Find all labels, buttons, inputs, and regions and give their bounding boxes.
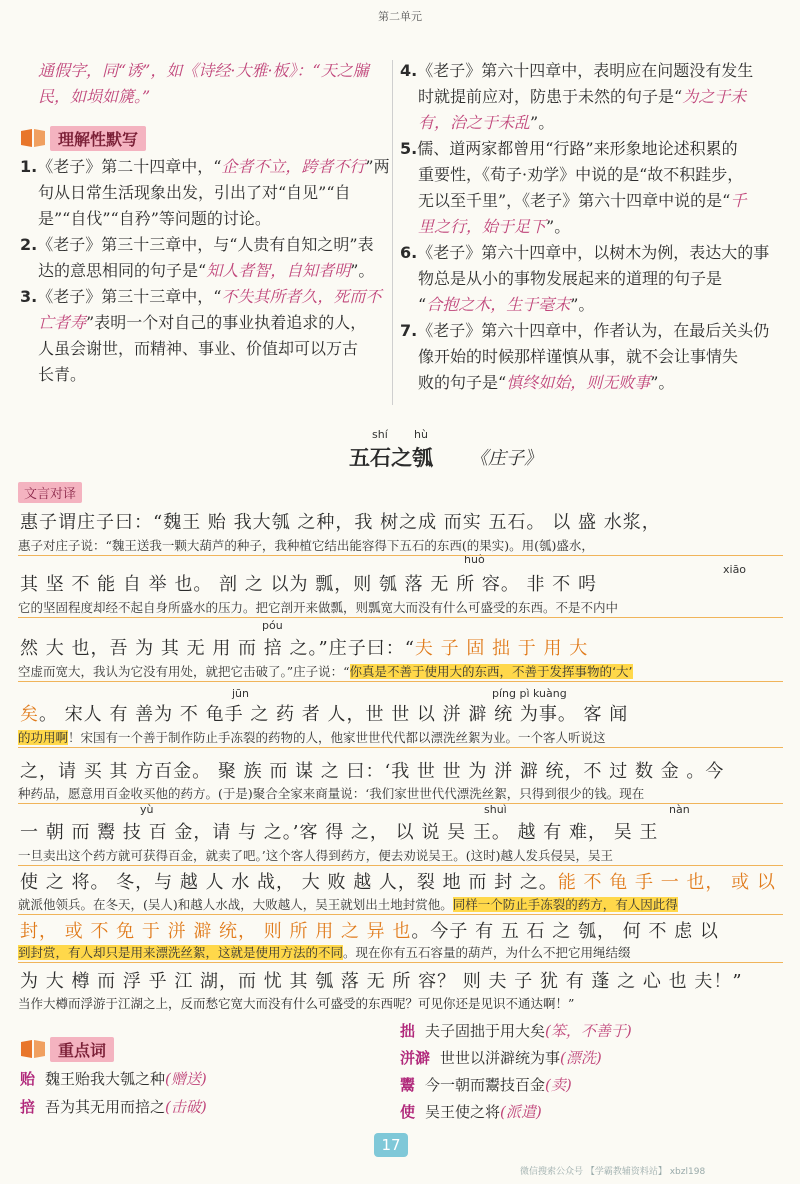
translation-line-8: 到封赏，有人却只是用来漂洗丝絮，这就是使用方法的不同。现在你有五石容量的葫芦，为什么不把它用绳结缀: [18, 943, 783, 963]
unit-header: 第二单元: [378, 10, 422, 23]
keyword-item: 掊 吾为其无用而掊之(击破): [20, 1098, 207, 1116]
book-icon: [20, 1039, 46, 1059]
translation-line-3: 空虚而宽大，我认为它没有用处，就把它击破了。”庄子说：“你真是不善于使用大的东西，不善于发挥事物的‘大’: [18, 662, 783, 682]
understanding-section-title: 理解性默写: [20, 126, 146, 150]
watermark: 微信搜索公众号 【学霸教辅资料站】 xbzl198: [520, 1167, 706, 1177]
right-list: [400, 58, 785, 396]
top-left-line-1: 通假字，同“诱”，如《诗经·大雅·板》：“天之牖: [38, 61, 369, 80]
original-line-1: 惠子谓庄子曰：“魏王 贻 我大瓠 之种，我 树之成 而实 五石。 以 盛 水浆，: [20, 512, 661, 533]
keyword-item: 鬻 今一朝而鬻技百金(卖): [400, 1076, 572, 1094]
translation-line-6: 一旦卖出这个药方就可获得百金，就卖了吧。’这个客人得到药方，便去劝说吴王。(这时)越人发兵侵吴，吴王: [18, 846, 783, 866]
article-source: 《庄子》: [470, 448, 542, 469]
keyword-item: 拙 夫子固拙于用大矣(笨，不善于): [400, 1022, 632, 1040]
list-item: 2.《老子》第三十三章中，与“人贵有自知之明”表 达的意思相同的句子是“知人者智，自知者明”。: [20, 235, 375, 280]
translation-line-1: 惠子对庄子说：“魏王送我一颗大葫芦的种子，我种植它结出能容得下五石的东西(的果实)。用(瓠)盛水，: [18, 536, 783, 556]
keyword-item: 贻 魏王贻我大瓠之种(赠送): [20, 1070, 207, 1088]
list-item: 6.《老子》第六十四章中，以树木为例，表达大的事 物总是从小的事物发展起来的道理的句子是 “合抱之木，生于毫末”。: [400, 243, 770, 314]
top-left-line-2: 民，如埙如篪。”: [38, 87, 151, 106]
translation-line-7: 就派他领兵。在冬天，(吴人)和越人水战，大败越人，吴王就划出土地封赏他。同样一个防止手冻裂的药方，有人因此得: [18, 895, 783, 915]
original-line-5: 之，请 买 其 方百金。 聚 族 而 谋 之 曰：‘我 世 世 为 洴 澼 统，不 过 数 金 。今: [20, 761, 725, 782]
book-icon: [20, 128, 46, 148]
understanding-list: [20, 154, 390, 388]
list-item: 4.《老子》第六十四章中，表明应在问题没有发生 时就提前应对，防患于未然的句子是“为之于未 有，治之于未乱”。: [400, 61, 754, 132]
original-line-6: 一 朝 而 鬻 技 百 金，请 与 之。’客 得 之， 以 说 吴 王。 越 有 难， 吴 王: [20, 822, 659, 843]
original-line-8: 封， 或 不 免 于 洴 澼 统， 则 所 用 之 异 也。今子 有 五 石 之 瓠， 何 不 虑 以: [20, 921, 719, 942]
title-pinyin-2: hù: [414, 428, 428, 441]
original-line-2: 其 坚 不 能 自 举 也。 剖 之 以为 瓢，则 瓠 落 无 所 容。 非 不 呺: [20, 574, 597, 595]
pinyin-jun: jūn: [232, 687, 249, 700]
title-pinyin-1: shí: [372, 428, 388, 441]
pinyin-pou: póu: [262, 619, 283, 632]
keyword-item: 洴澼 世世以洴澼统为事(漂洗): [400, 1049, 602, 1067]
article-title: 五石之瓠: [349, 446, 433, 470]
column-divider: [392, 60, 393, 405]
original-line-9: 为 大 樽 而 浮 乎 江 湖，而 忧 其 瓠 落 无 所 容？ 则 夫 子 犹 有 蓬 之 心 也 夫！”: [20, 971, 743, 992]
pinyin-ping-pi-kuang: píng pì kuàng: [492, 687, 567, 700]
list-item: 1.《老子》第二十四章中，“企者不立，跨者不行”两 句从日常生活现象出发，引出了对“自见”“自 是”“自伐”“自矜”等问题的讨论。: [20, 157, 390, 228]
translation-line-2: 它的坚固程度却经不起自身所盛水的压力。把它剖开来做瓢，则瓢宽大而没有什么可盛受的东西。不是不内中: [18, 598, 783, 618]
pinyin-xiao: xiāo: [723, 563, 747, 576]
list-item: 7.《老子》第六十四章中，作者认为，在最后关头仍 像开始的时候那样谨慎从事，就不会让事情失 败的句子是“慎终如始，则无败事”。: [400, 321, 770, 392]
pinyin-shui: shuì: [484, 803, 507, 816]
top-left-text: [38, 58, 388, 110]
translation-section-tag: 文言对译: [18, 480, 82, 504]
list-item: 5.儒、道两家都曾用“行路”来形象地论述积累的 重要性，《荀子·劝学》中说的是“故不积跬步， 无以至千里”，《老子》第六十四章中说的是“千 里之行，始于足下”。: [400, 139, 747, 236]
keyword-item: 使 吴王使之将(派遣): [400, 1103, 542, 1121]
pinyin-yu: yù: [140, 803, 154, 816]
original-line-7: 使 之 将。 冬，与 越 人 水 战， 大 败 越 人，裂 地 而 封 之。能 不 龟 手 一 也， 或 以: [20, 872, 776, 893]
original-line-4: 矣。 宋人 有 善为 不 龟手 之 药 者 人，世 世 以 洴 澼 统 为事。 客 闻: [20, 704, 629, 725]
pinyin-nan: nàn: [669, 803, 690, 816]
pinyin-huo: huò: [464, 553, 485, 566]
list-item: 3.《老子》第三十三章中，“不失其所者久，死而不 亡者寿”表明一个对自己的事业执着追求的人， 人虽会谢世，而精神、事业、价值却可以万古 长青。: [20, 287, 382, 384]
translation-line-9: 当作大樽而浮游于江湖之上，反而愁它宽大而没有什么可盛受的东西呢？可见你还是见识不通达啊！”: [18, 996, 575, 1011]
page-number: 17: [374, 1133, 408, 1157]
original-line-3: 然 大 也，吾 为 其 无 用 而 掊 之。”庄子曰：“夫 子 固 拙 于 用 大: [20, 638, 589, 659]
translation-line-5: 种药品，愿意用百金收买他的药方。(于是)聚合全家来商量说：‘我们家世世代代漂洗丝絮，只得到很少的钱。现在: [18, 784, 783, 804]
translation-line-4: 的功用啊！宋国有一个善于制作防止手冻裂的药物的人，他家世世代代都以漂洗丝絮为业。一个客人听说这: [18, 728, 783, 748]
keywords-section-title: 重点词: [20, 1037, 114, 1061]
